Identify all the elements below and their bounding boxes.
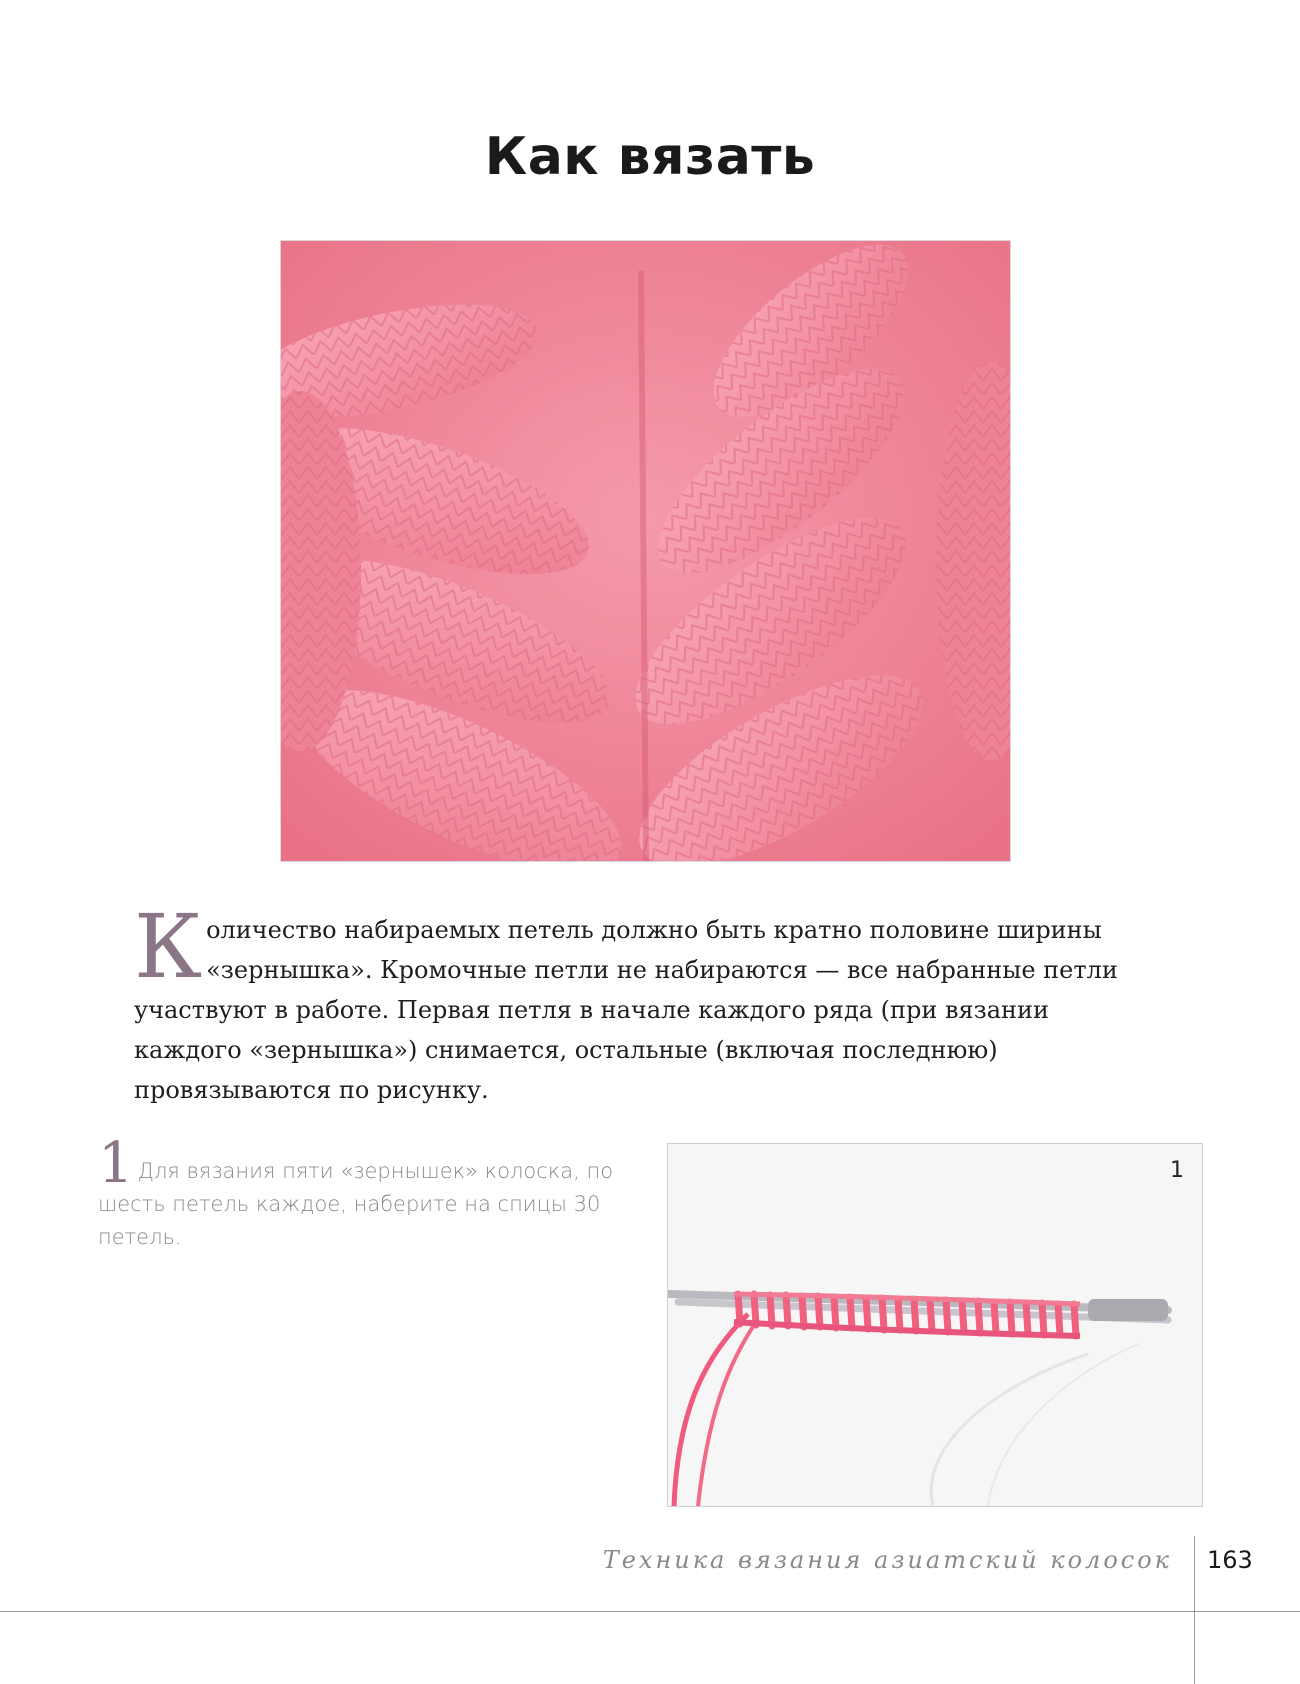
- intro-text: оличество набираемых петель должно быть кратно половине ширины «зернышка». Кромочные петли не набираются — все набранные петли участвуют в работе. Первая петля в начале каждого ряда (при вязании каждого «зернышка») снимается, остальные (включая последнюю) провязываются по рисунку.: [134, 916, 1118, 1104]
- page-number: 163: [1207, 1546, 1253, 1574]
- step-1-photo: [667, 1143, 1203, 1507]
- running-head: Техника вязания азиатский колосок: [602, 1546, 1172, 1574]
- step-text: Для вязания пяти «зернышек» колоска, по шесть петель каждое, наберите на спицы 30 петель.: [98, 1159, 614, 1249]
- knitting-texture-illustration: [281, 241, 1010, 861]
- needles-with-cast-on-illustration: [668, 1144, 1202, 1506]
- footer-rule: [0, 1611, 1300, 1612]
- photo-number-label: 1: [1170, 1158, 1184, 1183]
- drop-cap: К: [134, 895, 203, 998]
- intro-paragraph: [134, 895, 1154, 1110]
- step-1: [98, 1131, 658, 1254]
- knitting-pattern-photo: [280, 240, 1011, 862]
- page-title: Как вязать: [484, 126, 816, 187]
- step-number: 1: [98, 1131, 134, 1196]
- footer-vertical-rule: [1194, 1536, 1195, 1684]
